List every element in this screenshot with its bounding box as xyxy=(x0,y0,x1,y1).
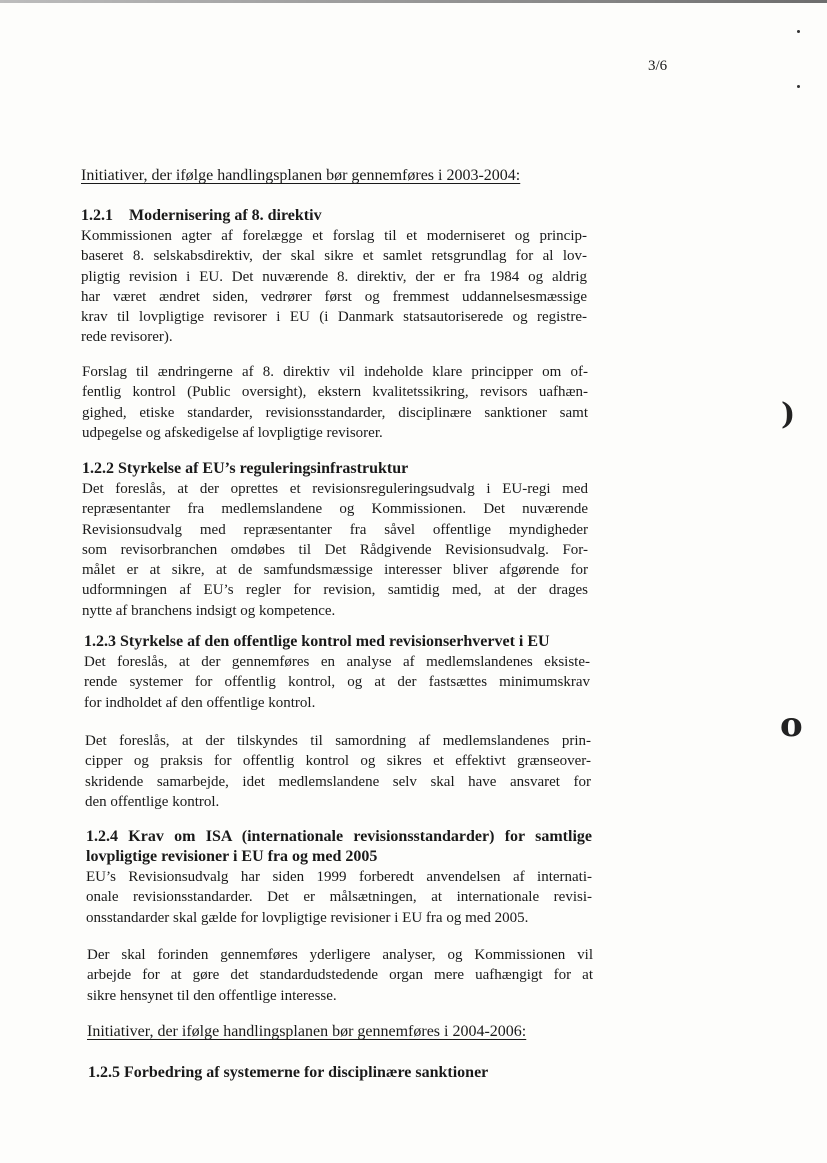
section-1-2-2 xyxy=(82,459,588,621)
paragraph: Forslag til ændringerne af 8. direktiv vil indeholde klare principper om of- fentlig kontrol (Public oversight), ekstern kvalitetssikring, revisors uafhæn- gighed, etiske standarder, revisionsstandarder, disciplinære sanktioner samt udpegelse og afskedigelse af lovpligtige revisorer. xyxy=(82,364,588,441)
section-1-2-4-paragraph-2 xyxy=(87,945,593,1006)
section-heading: 1.2.5 Forbedring af systemerne for disciplinære sanktioner xyxy=(88,1064,489,1081)
scan-speck xyxy=(797,85,800,88)
paragraph: Det foreslås, at der tilskyndes til samordning af medlemslandenes prin- cipper og praksis for offentlig kontrol og sikres et effektivt grænseover- skridende samarbejde, idet medlemslandene selv skal have ansvaret for den offentlige kontrol. xyxy=(85,733,591,810)
section-1-2-3-paragraph-2 xyxy=(85,731,591,812)
scan-margin-mark: ) xyxy=(781,397,796,432)
scan-margin-mark: o xyxy=(780,705,803,745)
section-1-2-5 xyxy=(88,1063,594,1083)
section-1-2-1-paragraph-2 xyxy=(82,362,588,443)
initiatives-heading-2004-2006: Initiativer, der ifølge handlingsplanen bør gennemføres i 2004-2006: xyxy=(87,1023,527,1040)
paragraph: EU’s Revisionsudvalg har siden 1999 forberedt anvendelsen af internati- onale revisionsstandarder. Det er målsætningen, at internationale revisi- onsstandarder skal gælde for lovpligtige revisioner i EU fra og med 2005. xyxy=(86,869,592,926)
page-number: 3/6 xyxy=(648,58,668,74)
initiatives-heading-2003-2004: Initiativer, der ifølge handlingsplanen bør gennemføres i 2003-2004: xyxy=(81,167,521,184)
paragraph: Det foreslås, at der gennemføres en analyse af medlemslandenes eksiste- rende systemer for offentlig kontrol, og at der fastsættes minimumskrav for indholdet af den offentlige kontrol. xyxy=(84,654,590,711)
section-heading: 1.2.1 Modernisering af 8. direktiv xyxy=(81,207,322,224)
section-heading: 1.2.4 Krav om ISA (internationale revisionsstandarder) for samtlige lovpligtige revisioner i EU fra og med 2005 xyxy=(86,828,592,865)
section-heading: 1.2.2 Styrkelse af EU’s reguleringsinfrastruktur xyxy=(82,460,409,477)
section-heading: 1.2.3 Styrkelse af den offentlige kontrol med revisionserhvervet i EU xyxy=(84,633,550,650)
section-1-2-1 xyxy=(81,206,587,348)
scan-top-edge xyxy=(0,0,827,3)
section-1-2-3 xyxy=(84,632,590,713)
paragraph: Det foreslås, at der oprettes et revisionsreguleringsudvalg i EU-regi med repræsentanter fra medlemslandene og Kommissionen. Det nuværende Revisionsudvalg med repræsentanter fra såvel offentlige myndigheder som revisorbranchen omdøbes til Det Rådgivende Revisionsudvalg. For- målet er at sikre, at de samfundsmæssige interesser bliver afgørende for udformningen af EU’s regler for revision, samtidig med, at der drages nytte af branchens indsigt og kompetence. xyxy=(82,481,588,619)
paragraph: Kommissionen agter af forelægge et forslag til et moderniseret og princip- baseret 8. selskabsdirektiv, der skal sikre et samlet retsgrundlag for al lov- pligtig revision i EU. Det nuværende 8. direktiv, der er fra 1984 og aldrig har været ændret siden, vedrører først og fremmest uddannelsesmæssige krav til lovpligtige revisorer i EU (i Danmark statsautoriserede og registre- rede revisorer). xyxy=(81,228,587,346)
scan-speck xyxy=(797,30,800,33)
section-1-2-4 xyxy=(86,827,592,928)
paragraph: Der skal forinden gennemføres yderligere analyser, og Kommissionen vil arbejde for at gøre det standardudstedende organ mere uafhængigt for at sikre hensynet til den offentlige interesse. xyxy=(87,947,593,1004)
